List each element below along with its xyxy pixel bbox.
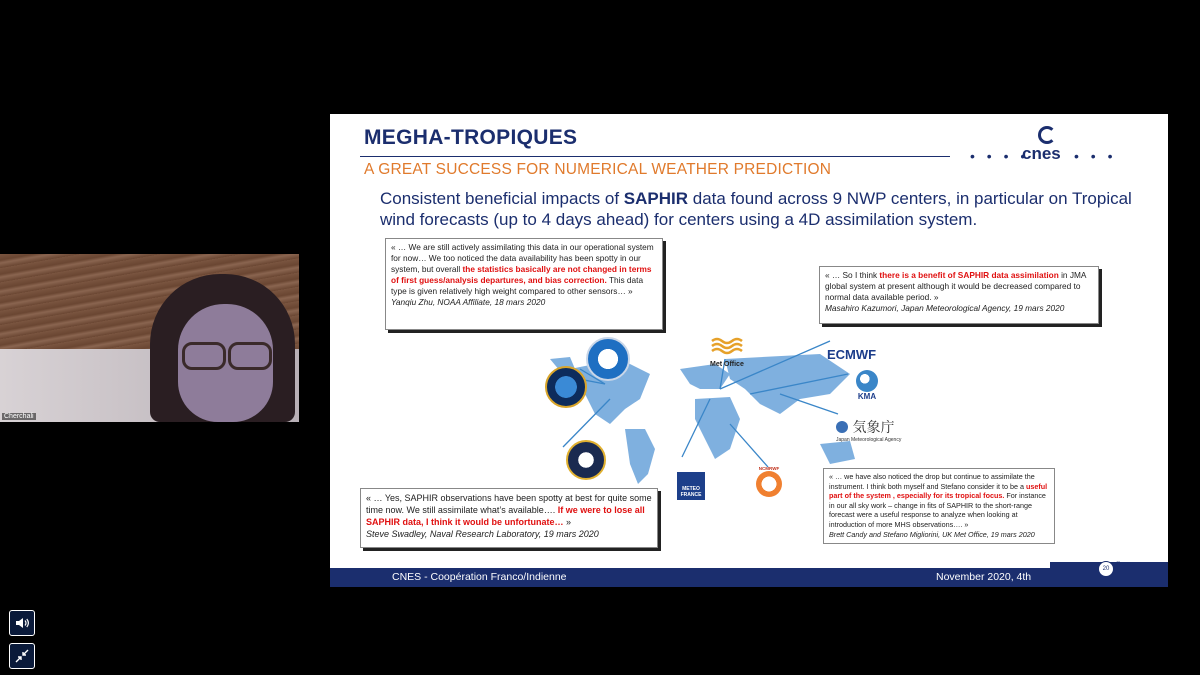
quote-source: Brett Candy and Stefano Migliorini, UK Met Office, 19 mars 2020 [829, 529, 1035, 539]
quote-source: Steve Swadley, Naval Research Laboratory, 19 mars 2020 [366, 529, 599, 539]
quote-noaa: « … We are still actively assimilating this data in our operational system for now… We too noticed the data availability has been spotty in our system, but overall the statistics basically are not changed in terms of first guess/analysis departures, and bias correction. This data type is given relatively high weight compared to other sensors… » Yanqiu Zhu, NOAA Affiliate, 18 mars 2020 [385, 238, 663, 330]
participant-video-tile[interactable] [0, 254, 299, 422]
quote-source: Yanqiu Zhu, NOAA Affiliate, 18 mars 2020 [391, 297, 546, 307]
kma-logo: KMA [851, 370, 883, 401]
quote-ukmo: « … we have also noticed the drop but continue to assimilate the instrument. I think both myself and Stefano consider it to be a useful part of the system , especially for its tropical focus. For instance in our all sky work – change in fits of SAPHIR to the short-range forecast were a useful response to analyze when looking at introduction of more MHS observations…. » Brett Candy and Stefano Migliorini, UK Met Office, 19 mars 2020 [823, 468, 1055, 544]
jma-mark-icon [836, 421, 848, 433]
quote-nrl: « … Yes, SAPHIR observations have been spotty at best for quite some time now. We still assimilate what’s available…. If we were to lose all SAPHIR data, I think it would be unfortunate… » Steve Swadley, Naval Research Laboratory, 19 mars 2020 [360, 488, 658, 548]
metoffice-wave-icon [710, 336, 750, 356]
copyright: © cnes [1116, 562, 1135, 568]
ncmrwf-logo: NCMRWF [754, 466, 784, 497]
slide-title: MEGHA-TROPIQUES [364, 126, 578, 149]
slide-subtitle: A GREAT SUCCESS FOR NUMERICAL WEATHER PREDICTION [364, 161, 832, 178]
cnes-logo [970, 126, 1130, 166]
footer-left-text: CNES - Coopération Franco/Indienne [392, 571, 567, 583]
logo-word: cnes [1022, 144, 1061, 163]
quote-source: Masahiro Kazumori, Japan Meteorological Agency, 19 mars 2020 [825, 303, 1065, 313]
cnes-mark-icon [1038, 126, 1056, 144]
jma-logo: 気象庁 Japan Meteorological Agency [836, 419, 902, 443]
ncmrwf-mark-icon [756, 471, 782, 497]
meteofrance-logo: METEO FRANCE [677, 472, 705, 500]
ecmwf-logo: ECMWF [827, 347, 877, 362]
page-number: 20 [1098, 561, 1114, 577]
quote-jma: « … So I think there is a benefit of SAPHIR data assimilation in JMA global system at present although it would be decreased compared to normal data available period. » Masahiro Kazumori, Japan Meteorological Agency, 19 mars 2020 [819, 266, 1099, 324]
saphir-highlight: SAPHIR [623, 189, 689, 208]
metoffice-logo: Met Office [710, 336, 750, 368]
speaker-icon [14, 615, 30, 631]
presentation-slide [330, 114, 1168, 587]
noaa-logo [586, 337, 630, 381]
footer-date: November 2020, 4th [936, 571, 1032, 583]
audio-toggle-button[interactable] [9, 610, 35, 636]
collapse-icon [14, 648, 30, 664]
participant-name-label: Cherchali [4, 413, 34, 420]
logo-dots-left: • • • • [970, 148, 1030, 164]
navy-logo [566, 440, 606, 480]
kma-mark-icon [856, 370, 878, 392]
minimize-button[interactable] [9, 643, 35, 669]
logo-dots-right: • • • [1074, 148, 1117, 164]
slide-footer [330, 562, 1168, 587]
participant-glasses [182, 342, 272, 366]
slide-body-text: Consistent beneficial impacts of SAPHIR data found across 9 NWP centers, in particular on Tropical wind forecasts (up to 4 days ahead) for centers using a 4D assimilation system. [380, 189, 1132, 229]
nrl-logo [545, 366, 587, 408]
title-divider [360, 156, 950, 157]
